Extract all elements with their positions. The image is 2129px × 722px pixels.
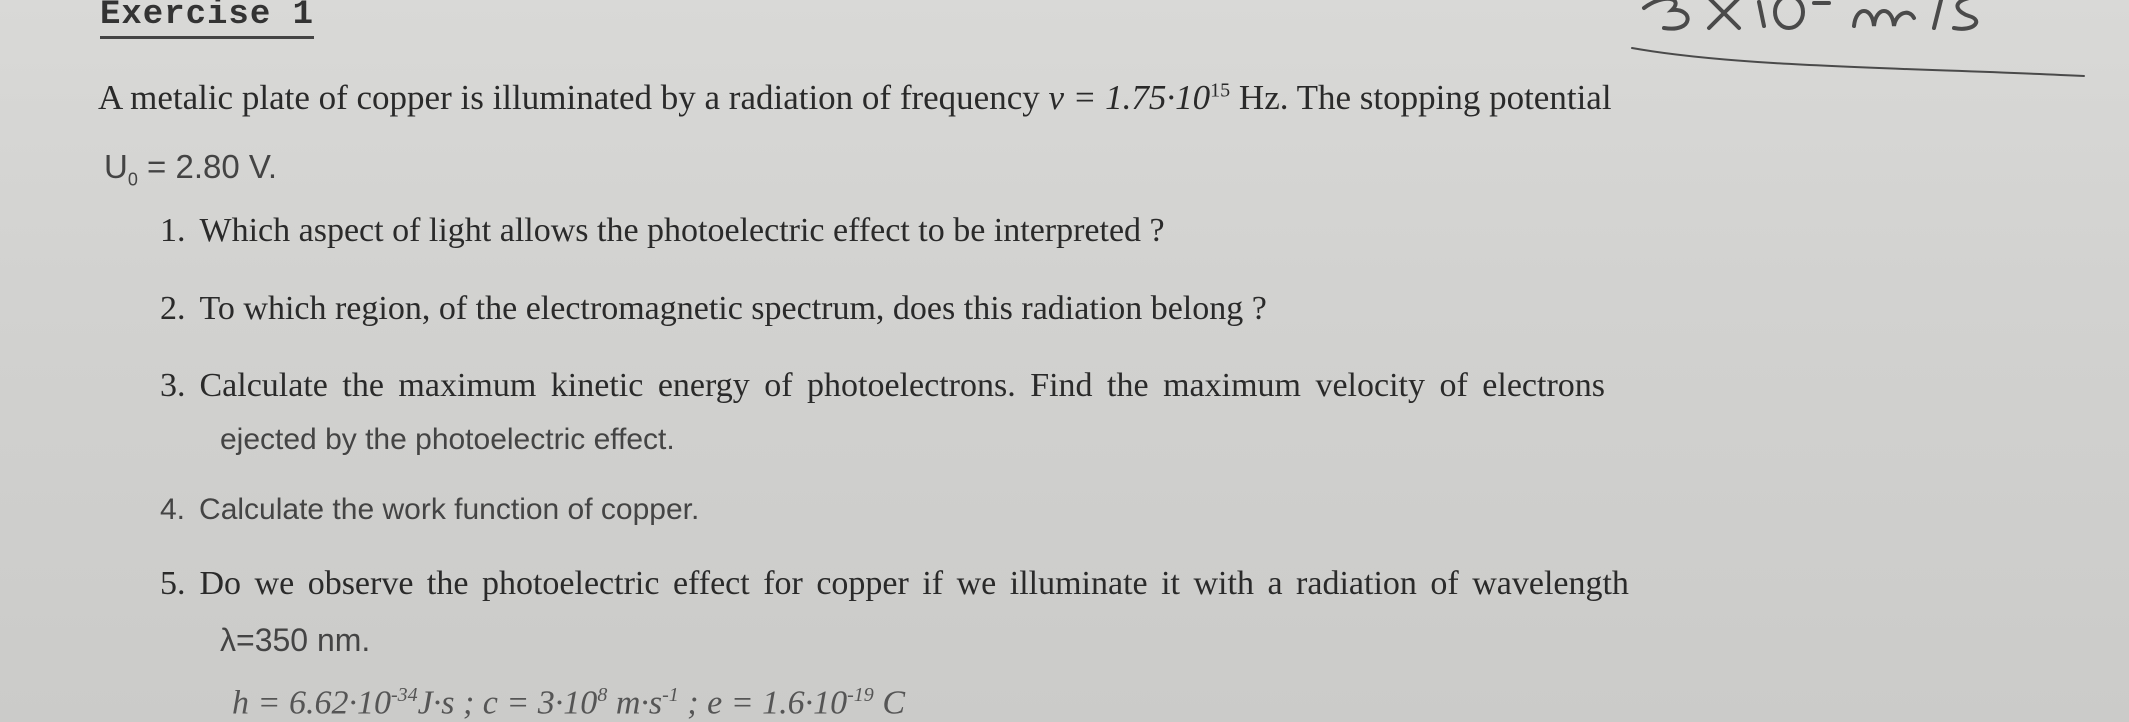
question-number: 2. (160, 290, 186, 327)
intro-text: A metalic plate of copper is illuminated by a radiation of frequency (98, 78, 1049, 117)
wavelength-value: λ=350 nm. (220, 622, 371, 658)
stopping-potential (104, 148, 277, 191)
constants-line (232, 684, 905, 722)
question-text: Calculate the work function of copper. (199, 493, 700, 526)
elementary-charge: ; e = 1.6·10 (678, 684, 848, 722)
question-number: 4. (160, 493, 186, 526)
frequency-exponent: 15 (1210, 79, 1231, 102)
question-text: Do we observe the photoelectric effect for copper if we illuminate it with a radiation of wavelength (199, 565, 1629, 602)
c-exponent: 8 (597, 684, 608, 706)
h-exponent: -34 (390, 684, 418, 706)
question-3-continuation: ejected by the photoelectric effect. (220, 423, 675, 456)
question-5 (160, 565, 1629, 603)
question-text: Which aspect of light allows the photoelectric effect to be interpreted ? (199, 212, 1165, 249)
e-exponent: -19 (847, 684, 874, 706)
question-number: 5. (160, 565, 186, 602)
question-2 (160, 290, 1267, 328)
question-text: To which region, of the electromagnetic spectrum, does this radiation belong ? (199, 290, 1267, 327)
u0-subscript: 0 (127, 169, 138, 190)
intro-end: Hz. The stopping potential (1230, 78, 1612, 117)
question-1 (160, 212, 1165, 250)
question-4 (160, 493, 699, 527)
question-number: 3. (160, 367, 186, 404)
frequency-value: ν = 1.75·10 (1048, 78, 1211, 117)
question-text: Calculate the maximum kinetic energy of photoelectrons. Find the maximum velocity of electrons (199, 367, 1606, 404)
question-3 (160, 367, 1605, 405)
question-number: 1. (160, 212, 186, 249)
c-unit: m·s (607, 684, 663, 722)
u0-value: = 2.80 V. (137, 148, 278, 185)
c-unit-exponent: -1 (662, 684, 679, 706)
planck-constant: h = 6.62·10 (232, 684, 391, 722)
handwritten-note (1624, 0, 2094, 88)
exercise-intro (98, 78, 1612, 118)
e-unit: C (873, 684, 905, 722)
exercise-title: Exercise 1 (100, 0, 314, 39)
speed-of-light: J·s ; c = 3·10 (417, 684, 598, 722)
u0-symbol: U (104, 148, 128, 185)
